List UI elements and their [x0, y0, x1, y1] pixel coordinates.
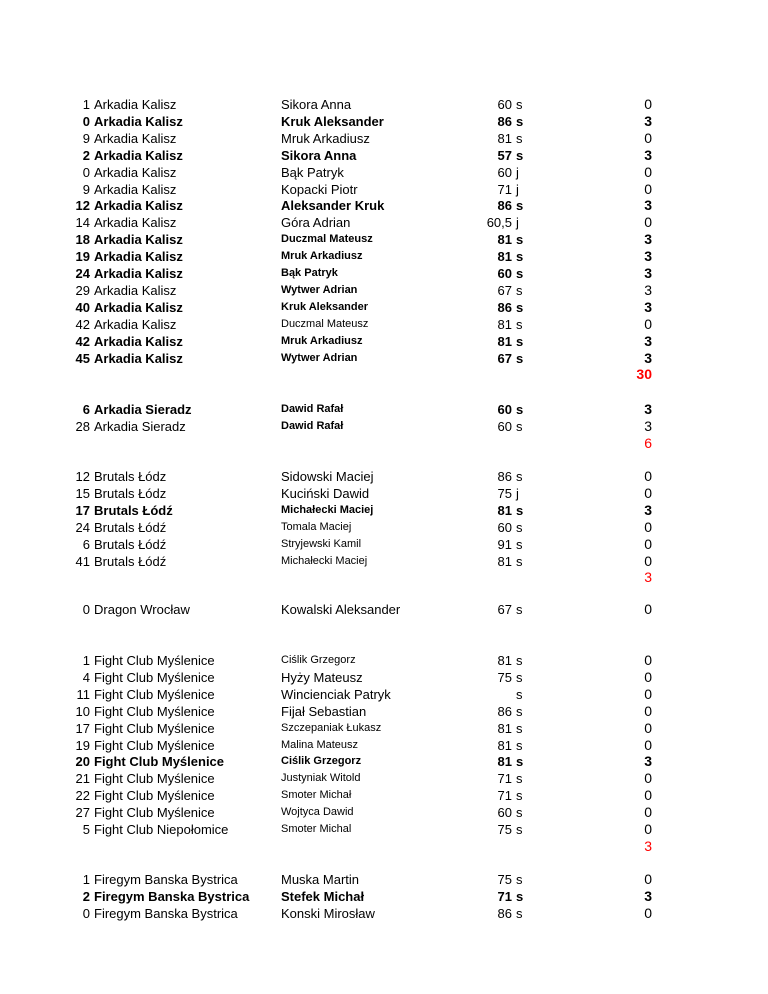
rank-cell: 40	[75, 299, 90, 315]
result-row	[0, 652, 768, 669]
points-cell: 3	[644, 887, 652, 904]
result-row	[0, 418, 768, 435]
rank-cell: 20	[75, 754, 90, 770]
club-cell: Brutals Łódź	[94, 502, 173, 518]
club-cell: Fight Club Myślenice	[94, 771, 215, 787]
competitor-name: Wojtyca Dawid	[281, 806, 354, 819]
category-cell: s	[516, 519, 523, 535]
weight-cell: 60	[497, 519, 512, 535]
competitor-name: Bąk Patryk	[281, 164, 344, 180]
weight-cell: 60	[497, 164, 512, 180]
rank-cell: 19	[75, 737, 90, 753]
result-row	[0, 753, 768, 770]
points-cell: 3	[644, 265, 652, 281]
result-row	[0, 113, 768, 130]
result-row	[0, 787, 768, 804]
competitor-name: Smoter Michal	[281, 823, 352, 835]
category-cell: s	[516, 737, 523, 753]
category-cell: j	[516, 181, 519, 197]
category-cell: s	[516, 669, 523, 685]
competitor-name: Kopacki Piotr	[281, 181, 358, 197]
rank-cell: 28	[75, 418, 90, 434]
result-row	[0, 333, 768, 350]
rank-cell: 1	[82, 653, 90, 668]
rank-cell: 0	[82, 113, 90, 129]
category-cell: s	[516, 402, 524, 417]
rank-cell: 42	[75, 316, 90, 332]
result-row	[0, 888, 768, 905]
result-row	[0, 905, 768, 922]
weight-cell: 60	[497, 418, 512, 434]
competitor-name: Mruk Arkadiusz	[281, 250, 363, 263]
weight-cell: 71	[497, 888, 512, 904]
competitor-name: Stryjewski Kamil	[281, 537, 362, 550]
group-total: 3	[644, 569, 652, 586]
rank-cell: 10	[75, 703, 90, 719]
rank-cell: 1	[82, 872, 90, 887]
category-cell: s	[516, 805, 523, 821]
category-cell: s	[516, 536, 523, 552]
club-cell: Arkadia Kalisz	[94, 215, 177, 231]
result-row	[0, 164, 768, 181]
club-cell: Fight Club Myślenice	[94, 720, 215, 736]
points-cell: 3	[644, 753, 652, 770]
rank-cell: 22	[75, 788, 90, 804]
category-cell: s	[516, 299, 524, 315]
weight-cell: 81	[497, 333, 512, 349]
group-total: 30	[636, 366, 652, 383]
result-row	[0, 231, 768, 248]
competitor-name: Stefek Michał	[281, 888, 365, 904]
rank-cell: 0	[82, 164, 90, 180]
category-cell: s	[516, 469, 523, 484]
category-cell: s	[516, 333, 524, 349]
weight-cell: 75	[497, 669, 512, 685]
competitor-name: Fijał Sebastian	[281, 703, 367, 719]
result-row	[0, 181, 768, 198]
weight-cell: 57	[497, 147, 512, 163]
result-row	[0, 214, 768, 231]
competitor-name: Dawid Rafał	[281, 403, 344, 415]
club-cell: Arkadia Kalisz	[94, 232, 183, 248]
rank-cell: 24	[75, 519, 90, 535]
rank-cell: 1	[82, 97, 90, 112]
club-cell: Fight Club Myślenice	[94, 653, 215, 668]
category-cell: s	[516, 703, 523, 719]
rank-cell: 2	[82, 147, 90, 163]
rank-cell: 18	[75, 232, 90, 248]
weight-cell: 60	[497, 402, 512, 417]
points-cell: 0	[644, 736, 652, 753]
competitor-name: Michałecki Maciej	[281, 554, 368, 567]
club-cell: Arkadia Kalisz	[94, 282, 177, 298]
weight-cell: 86	[497, 299, 512, 315]
rank-cell: 17	[75, 720, 90, 736]
competitor-name: Sikora Anna	[281, 147, 357, 163]
competitor-name: Smoter Michał	[281, 789, 352, 802]
result-row	[0, 804, 768, 821]
club-cell: Firegym Banska Bystrica	[94, 872, 238, 887]
competitor-name: Sikora Anna	[281, 97, 352, 112]
result-row	[0, 770, 768, 787]
competitor-name: Kuciński Dawid	[281, 485, 370, 501]
weight-cell: 71	[497, 788, 512, 804]
club-cell: Fight Club Myślenice	[94, 805, 215, 821]
points-cell: 0	[644, 484, 652, 501]
club-cell: Arkadia Kalisz	[94, 249, 183, 265]
rank-cell: 19	[75, 249, 90, 265]
result-row	[0, 669, 768, 686]
result-row	[0, 130, 768, 147]
competitor-name: Mruk Arkadiusz	[281, 130, 370, 146]
category-cell: s	[516, 113, 524, 129]
category-cell: s	[516, 888, 524, 904]
rank-cell: 4	[82, 669, 90, 685]
points-cell: 3	[644, 298, 652, 315]
club-cell: Brutals Łódz	[94, 469, 167, 484]
weight-cell: 67	[497, 602, 512, 617]
club-cell: Arkadia Kalisz	[94, 333, 183, 349]
rank-cell: 27	[75, 805, 90, 821]
competitor-name: Szczepaniak Łukasz	[281, 721, 382, 734]
category-cell: s	[516, 350, 524, 366]
weight-cell: 86	[497, 198, 512, 214]
result-row	[0, 703, 768, 720]
weight-cell: 91	[497, 536, 512, 552]
competitor-name: Mruk Arkadiusz	[281, 334, 363, 347]
weight-cell: 60	[497, 266, 512, 281]
points-cell: 0	[644, 180, 652, 197]
category-cell: s	[516, 771, 523, 787]
weight-cell: 81	[497, 653, 512, 668]
weight-cell: 75	[497, 872, 512, 887]
points-cell: 0	[644, 163, 652, 180]
club-cell: Arkadia Kalisz	[94, 266, 183, 281]
competitor-name: Wytwer Adrian	[281, 283, 358, 296]
points-cell: 3	[644, 112, 652, 129]
result-row	[0, 248, 768, 265]
category-cell: j	[516, 164, 519, 180]
result-row	[0, 282, 768, 299]
category-cell: s	[516, 282, 523, 298]
rank-cell: 41	[75, 553, 90, 569]
competitor-name: Kowalski Aleksander	[281, 602, 401, 617]
weight-cell: 75	[497, 485, 512, 501]
club-cell: Fight Club Myślenice	[94, 788, 215, 804]
weight-cell: 81	[497, 754, 512, 770]
rank-cell: 14	[75, 215, 90, 231]
category-cell: j	[516, 485, 519, 501]
points-cell: 3	[644, 281, 652, 298]
competitor-name: Sidowski Maciej	[281, 469, 374, 484]
result-row	[0, 519, 768, 536]
category-cell: s	[516, 788, 523, 804]
category-cell: s	[516, 249, 524, 265]
rank-cell: 12	[75, 469, 90, 484]
weight-cell: 81	[497, 720, 512, 736]
points-cell: 0	[644, 821, 652, 837]
result-row	[0, 821, 768, 838]
competitor-name: Kruk Aleksander	[281, 113, 384, 129]
points-cell: 0	[644, 652, 652, 668]
rank-cell: 15	[75, 485, 90, 501]
points-cell: 3	[644, 417, 652, 434]
weight-cell: 71	[497, 771, 512, 787]
category-cell: s	[516, 147, 524, 163]
competitor-name: Duczmal Mateusz	[281, 317, 369, 330]
category-cell: j	[516, 215, 519, 231]
weight-cell: 67	[497, 350, 512, 366]
competitor-name: Aleksander Kruk	[281, 198, 385, 214]
result-row	[0, 401, 768, 418]
result-row	[0, 871, 768, 888]
group-total: 6	[644, 434, 652, 451]
rank-cell: 6	[82, 402, 90, 417]
points-cell: 0	[644, 129, 652, 146]
competitor-name: Wincienciak Patryk	[281, 686, 391, 702]
weight-cell: 67	[497, 282, 512, 298]
result-row	[0, 502, 768, 519]
category-cell: s	[516, 822, 523, 837]
competitor-name: Muska Martin	[281, 872, 360, 887]
club-cell: Arkadia Kalisz	[94, 147, 183, 163]
result-row	[0, 197, 768, 214]
club-cell: Arkadia Sieradz	[94, 418, 186, 434]
competitor-name: Bąk Patryk	[281, 267, 338, 279]
rank-cell: 42	[75, 333, 90, 349]
category-cell: s	[516, 905, 523, 921]
weight-cell: 81	[497, 232, 512, 248]
club-cell: Arkadia Kalisz	[94, 198, 183, 214]
category-cell: s	[516, 686, 523, 702]
category-cell: s	[516, 316, 523, 332]
points-cell: 0	[644, 214, 652, 231]
rank-cell: 6	[82, 536, 90, 552]
result-row	[0, 316, 768, 333]
points-cell: 0	[644, 518, 652, 535]
points-cell: 0	[644, 804, 652, 821]
rank-cell: 29	[75, 282, 90, 298]
club-cell: Arkadia Kalisz	[94, 299, 183, 315]
club-cell: Dragon Wrocław	[94, 602, 190, 617]
club-cell: Fight Club Niepołomice	[94, 822, 229, 837]
points-cell: 0	[644, 770, 652, 787]
club-cell: Brutals Łódz	[94, 485, 167, 501]
rank-cell: 45	[75, 350, 90, 366]
club-cell: Arkadia Kalisz	[94, 130, 177, 146]
points-cell: 0	[644, 719, 652, 736]
weight-cell: 60	[497, 97, 512, 112]
weight-cell: 75	[497, 822, 512, 837]
club-cell: Firegym Banska Bystrica	[94, 905, 238, 921]
club-cell: Arkadia Kalisz	[94, 97, 177, 112]
category-cell: s	[516, 232, 524, 248]
points-cell: 0	[644, 535, 652, 552]
club-cell: Arkadia Kalisz	[94, 181, 177, 197]
club-cell: Brutals Łódź	[94, 536, 167, 552]
rank-cell: 17	[75, 502, 90, 518]
result-row	[0, 350, 768, 367]
weight-cell: 86	[497, 703, 512, 719]
result-row	[0, 536, 768, 553]
result-row	[0, 265, 768, 282]
weight-cell: 86	[497, 113, 512, 129]
rank-cell: 5	[82, 822, 90, 837]
rank-cell: 9	[82, 130, 90, 146]
group-total: 3	[644, 837, 652, 854]
result-row	[0, 720, 768, 737]
category-cell: s	[516, 653, 523, 668]
rank-cell: 2	[82, 888, 90, 904]
rank-cell: 12	[75, 198, 90, 214]
points-cell: 0	[644, 552, 652, 569]
points-cell: 3	[644, 401, 652, 417]
competitor-name: Justyniak Witold	[281, 772, 361, 785]
competitor-name: Tomala Maciej	[281, 520, 352, 533]
points-cell: 0	[644, 601, 652, 617]
weight-cell: 81	[497, 316, 512, 332]
club-cell: Arkadia Kalisz	[94, 316, 177, 332]
points-cell: 3	[644, 501, 652, 518]
rank-cell: 0	[82, 602, 90, 617]
club-cell: Brutals Łódź	[94, 553, 167, 569]
weight-cell: 71	[497, 181, 512, 197]
category-cell: s	[516, 130, 523, 146]
competitor-name: Góra Adrian	[281, 215, 351, 231]
points-cell: 0	[644, 668, 652, 685]
points-cell: 3	[644, 248, 652, 265]
result-row	[0, 96, 768, 113]
category-cell: s	[516, 602, 523, 617]
rank-cell: 9	[82, 181, 90, 197]
result-row	[0, 686, 768, 703]
club-cell: Fight Club Myślenice	[94, 703, 215, 719]
result-row	[0, 468, 768, 485]
points-cell: 0	[644, 685, 652, 702]
points-cell: 0	[644, 787, 652, 804]
category-cell: s	[516, 720, 523, 736]
club-cell: Arkadia Sieradz	[94, 402, 192, 417]
points-cell: 0	[644, 904, 652, 921]
competitor-name: Ciślik Grzegorz	[281, 755, 362, 768]
result-row	[0, 553, 768, 570]
points-cell: 0	[644, 702, 652, 719]
competitor-name: Michałecki Maciej	[281, 503, 374, 516]
club-cell: Fight Club Myślenice	[94, 669, 215, 685]
category-cell: s	[516, 97, 523, 112]
weight-cell: 81	[497, 553, 512, 569]
points-cell: 3	[644, 231, 652, 248]
category-cell: s	[516, 198, 524, 214]
competitor-name: Malina Mateusz	[281, 738, 359, 751]
competitor-name: Konski Mirosław	[281, 905, 375, 921]
result-row	[0, 299, 768, 316]
category-cell: s	[516, 754, 524, 770]
category-cell: s	[516, 418, 523, 434]
club-cell: Firegym Banska Bystrica	[94, 888, 250, 904]
result-row	[0, 485, 768, 502]
result-row	[0, 147, 768, 164]
competitor-name: Hyży Mateusz	[281, 669, 363, 685]
club-cell: Arkadia Kalisz	[94, 164, 177, 180]
competitor-name: Wytwer Adrian	[281, 351, 358, 364]
weight-cell: 86	[497, 469, 512, 484]
weight-cell: 86	[497, 905, 512, 921]
weight-cell: 81	[497, 130, 512, 146]
club-cell: Arkadia Kalisz	[94, 113, 183, 129]
weight-cell: 60,5	[486, 215, 512, 231]
club-cell: Fight Club Myślenice	[94, 754, 225, 770]
weight-cell: 81	[497, 502, 512, 518]
weight-cell: 60	[497, 805, 512, 821]
weight-cell: 81	[497, 249, 512, 265]
competitor-name: Ciślik Grzegorz	[281, 654, 356, 666]
club-cell: Fight Club Myślenice	[94, 737, 215, 753]
rank-cell: 0	[82, 905, 90, 921]
points-cell: 3	[644, 146, 652, 163]
category-cell: s	[516, 266, 524, 281]
result-row	[0, 737, 768, 754]
competitor-name: Duczmal Mateusz	[281, 233, 373, 246]
club-cell: Brutals Łódź	[94, 519, 167, 535]
club-cell: Arkadia Kalisz	[94, 350, 183, 366]
points-cell: 3	[644, 332, 652, 349]
result-row	[0, 601, 768, 618]
category-cell: s	[516, 553, 523, 569]
points-cell: 0	[644, 96, 652, 112]
competitor-name: Dawid Rafał	[281, 419, 344, 432]
category-cell: s	[516, 502, 524, 518]
category-cell: s	[516, 872, 523, 887]
competitor-name: Kruk Aleksander	[281, 300, 369, 313]
rank-cell: 21	[75, 771, 90, 787]
club-cell: Fight Club Myślenice	[94, 686, 215, 702]
rank-cell: 11	[76, 686, 90, 702]
rank-cell: 24	[75, 266, 90, 281]
points-cell: 0	[644, 315, 652, 332]
weight-cell: 81	[497, 737, 512, 753]
points-cell: 3	[644, 197, 652, 214]
points-cell: 0	[644, 468, 652, 484]
points-cell: 0	[644, 871, 652, 887]
points-cell: 3	[644, 349, 652, 366]
